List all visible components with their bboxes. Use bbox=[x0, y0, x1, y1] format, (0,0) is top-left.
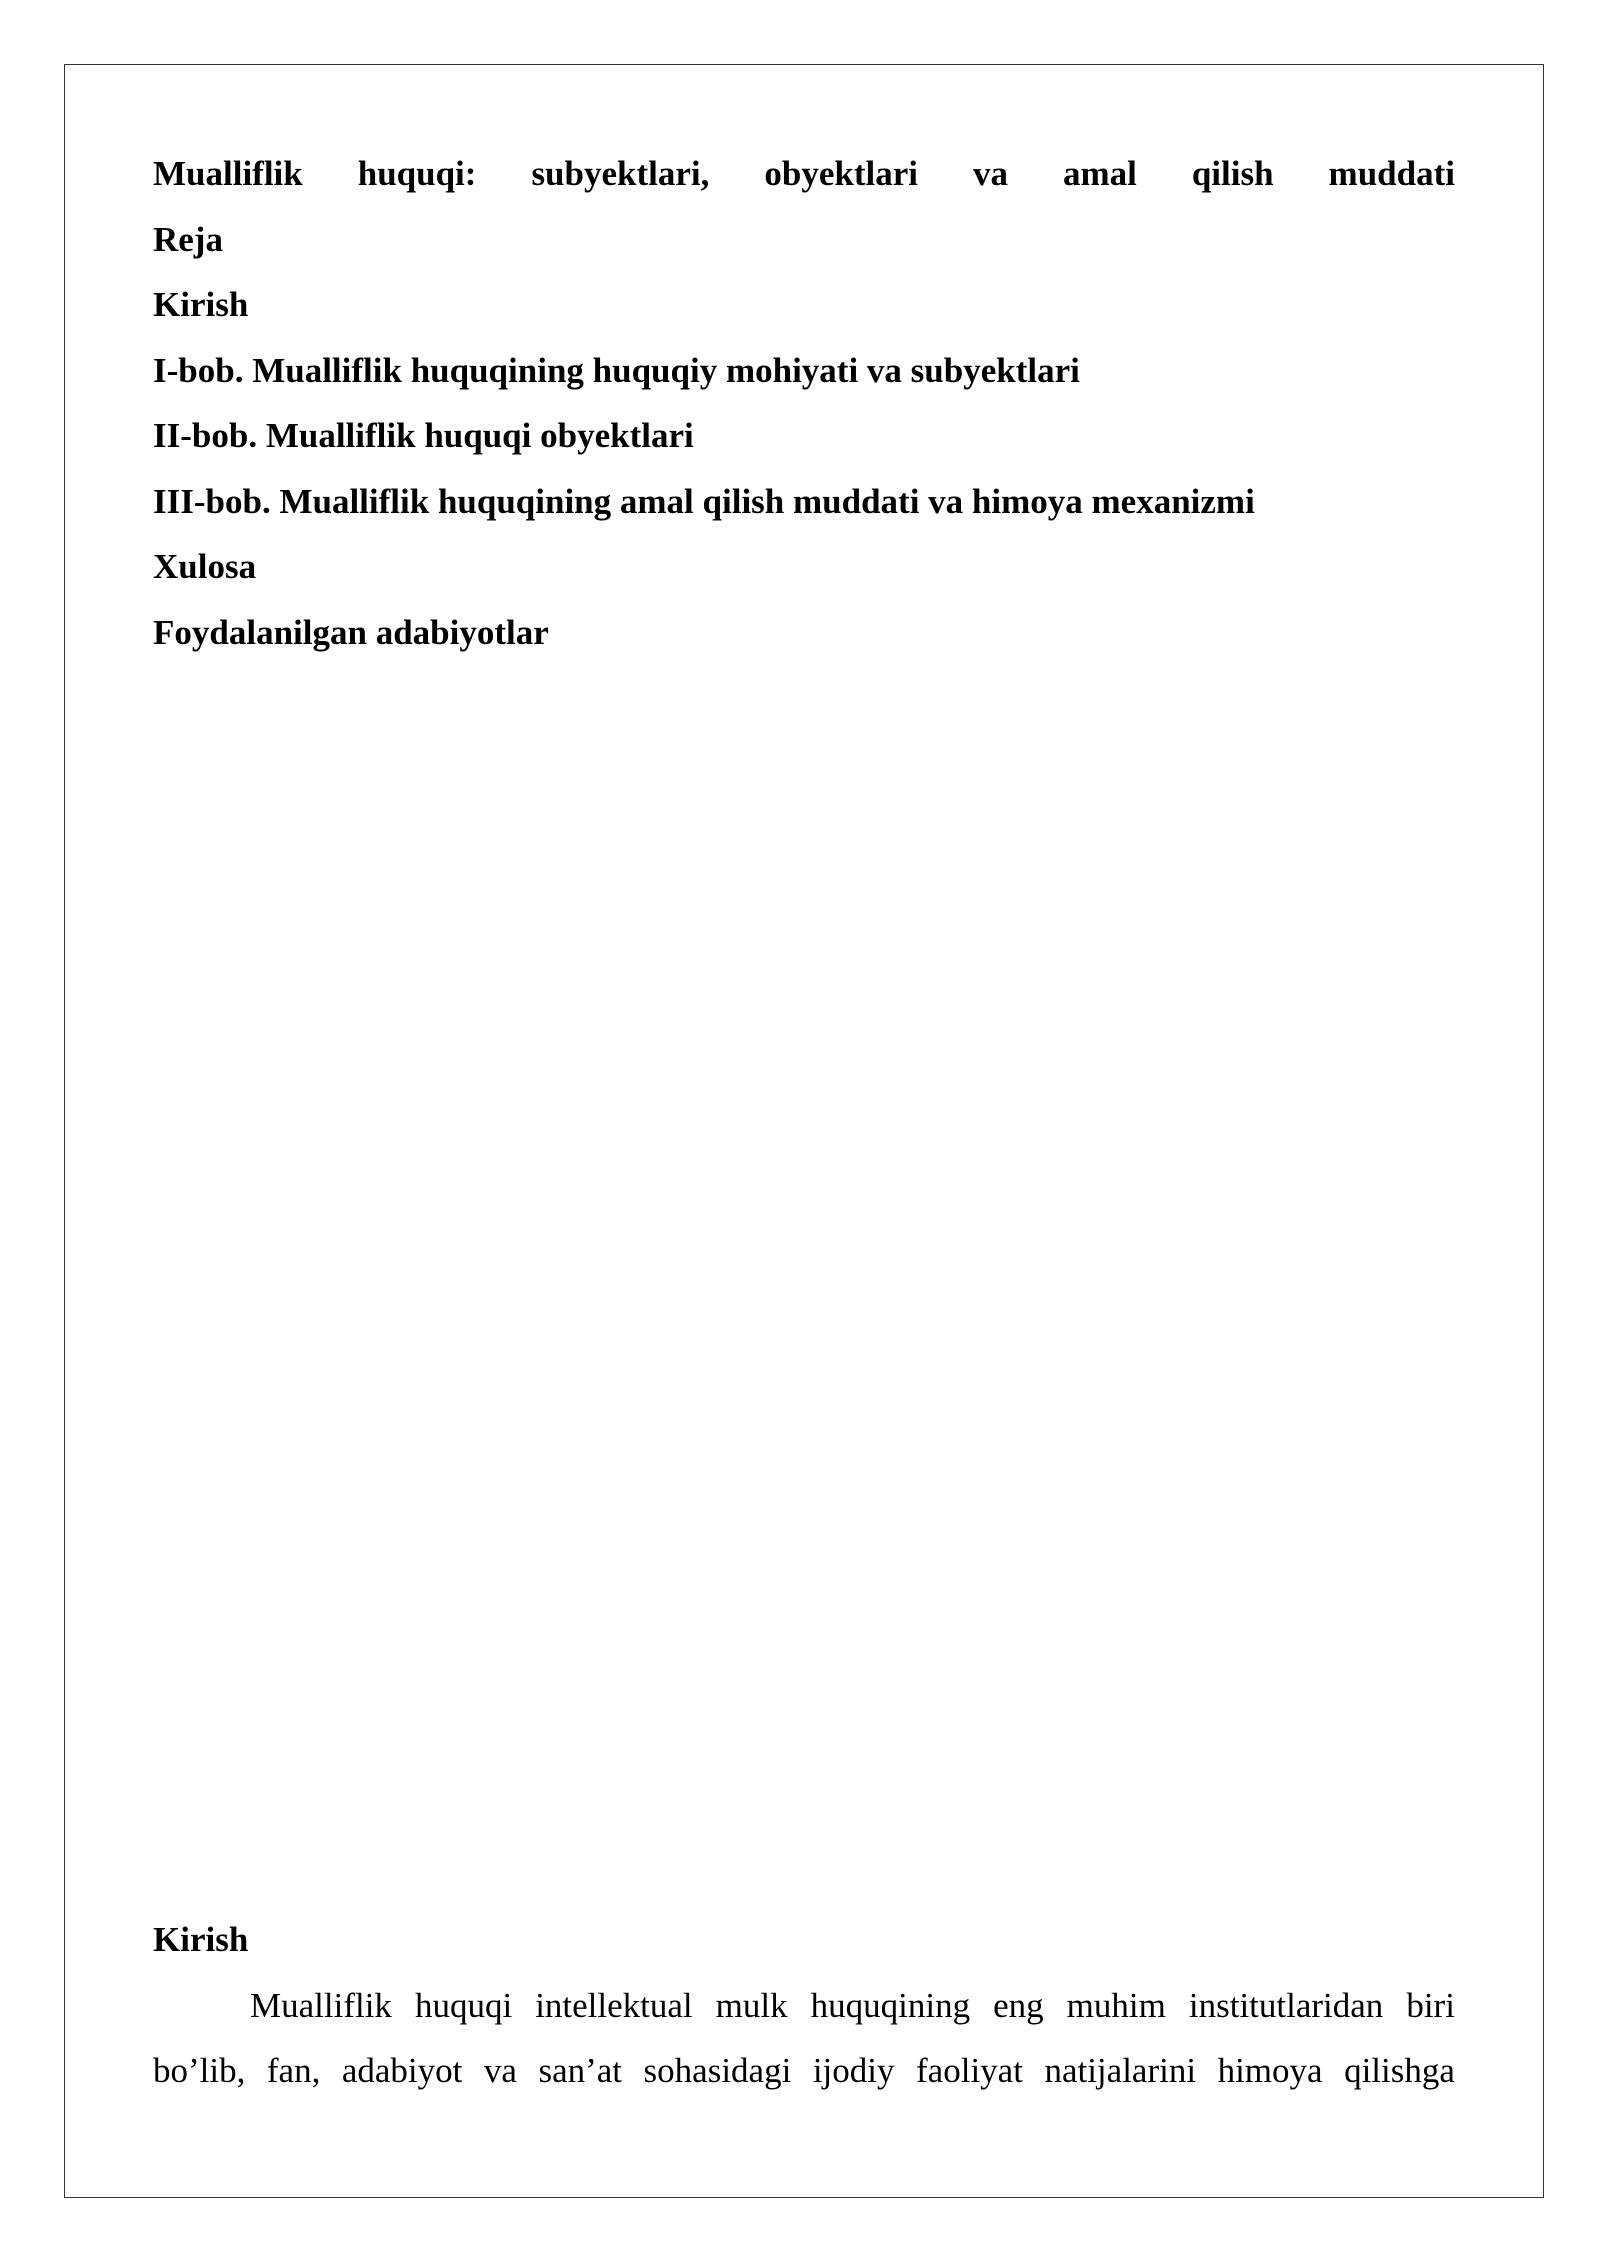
paragraph-word: intellektual bbox=[535, 1985, 693, 2025]
title-word: huquqi: bbox=[357, 154, 477, 193]
paragraph-word: qilishga bbox=[1344, 2051, 1455, 2090]
title-word: va bbox=[972, 154, 1008, 193]
paragraph-word: himoya bbox=[1217, 2051, 1323, 2090]
paragraph-word: ijodiy bbox=[812, 2051, 895, 2090]
paragraph-word: fan, bbox=[266, 2051, 321, 2090]
paragraph-word: san’at bbox=[538, 2051, 623, 2090]
paragraph-word: mulk bbox=[715, 1985, 788, 2025]
paragraph-word: adabiyot bbox=[341, 2051, 463, 2090]
plan-item-chapter-3: III-bob. Mualliflik huquqining amal qilish muddati va himoya mexanizmi bbox=[153, 481, 1255, 521]
plan-item-conclusion: Xulosa bbox=[153, 547, 257, 586]
plan-section bbox=[153, 141, 1455, 665]
paragraph-line-1 bbox=[153, 1973, 1455, 2039]
title-word: obyektlari bbox=[764, 154, 918, 193]
plan-item-chapter-2: II-bob. Mualliflik huquqi obyektlari bbox=[153, 416, 694, 455]
plan-item-introduction: Kirish bbox=[153, 285, 249, 324]
paragraph-word: eng bbox=[993, 1985, 1044, 2025]
title-word: Mualliflik bbox=[153, 154, 303, 193]
introduction-paragraph bbox=[153, 1973, 1455, 2104]
paragraph-word: bo’lib, bbox=[153, 2051, 246, 2090]
plan-heading: Reja bbox=[153, 219, 223, 259]
introduction-section bbox=[153, 1907, 1455, 2104]
plan-item-references: Foydalanilgan adabiyotlar bbox=[153, 612, 549, 652]
paragraph-word: huquqi bbox=[414, 1985, 513, 2025]
paragraph-line-2 bbox=[153, 2038, 1455, 2104]
paragraph-word: faoliyat bbox=[916, 2051, 1023, 2090]
document-title bbox=[153, 141, 1455, 207]
plan-item-chapter-1: I-bob. Mualliflik huquqining huquqiy mohiyati va subyektlari bbox=[153, 350, 1080, 390]
title-word: subyektlari, bbox=[531, 154, 710, 193]
paragraph-word: va bbox=[483, 2051, 517, 2090]
title-word: amal bbox=[1062, 154, 1137, 193]
title-word: muddati bbox=[1328, 154, 1455, 193]
paragraph-word: muhim bbox=[1066, 1985, 1166, 2025]
paragraph-word: sohasidagi bbox=[643, 2051, 792, 2090]
title-word: qilish bbox=[1191, 154, 1274, 193]
paragraph-word: Mualliflik bbox=[250, 1985, 392, 2025]
introduction-heading: Kirish bbox=[153, 1920, 249, 1959]
paragraph-word: huquqining bbox=[810, 1985, 971, 2025]
paragraph-word: institutlaridan bbox=[1188, 1985, 1384, 2025]
paragraph-word: natijalarini bbox=[1044, 2051, 1197, 2090]
paragraph-word: biri bbox=[1406, 1985, 1455, 2025]
